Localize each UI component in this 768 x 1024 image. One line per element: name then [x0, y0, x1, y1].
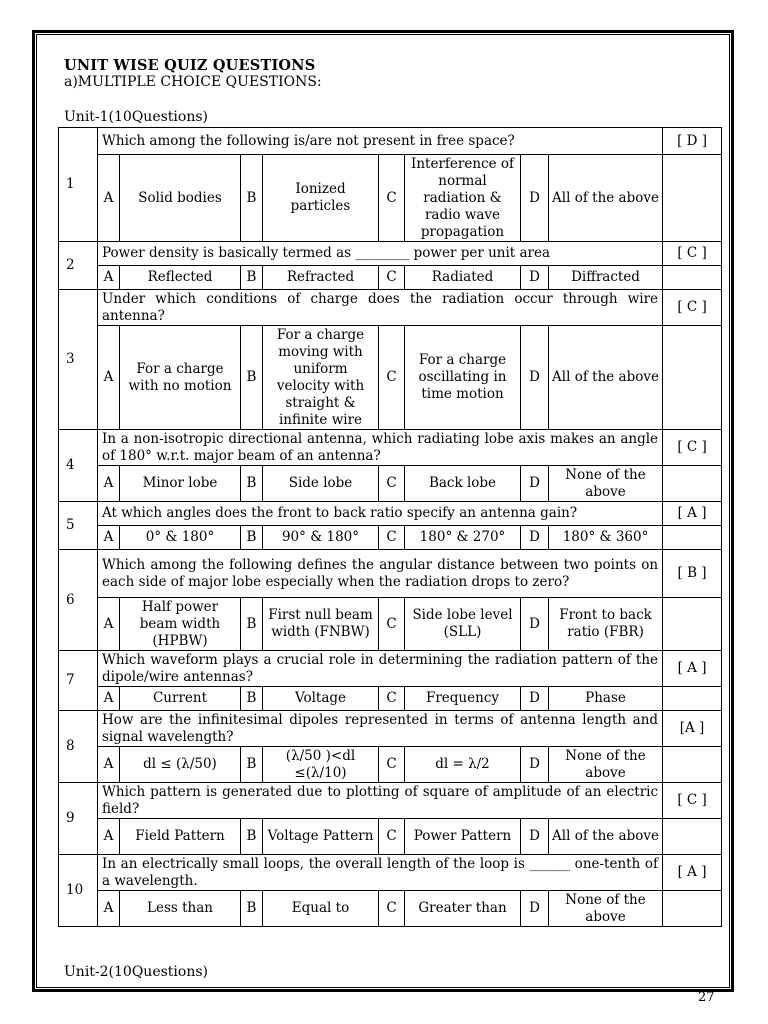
answer-blank — [663, 266, 722, 290]
option-text: All of the above — [549, 819, 663, 855]
option-text: Equal to — [263, 891, 379, 927]
option-label: B — [241, 747, 263, 783]
option-label: B — [241, 598, 263, 651]
option-text: All of the above — [549, 155, 663, 242]
option-text: dl ≤ (λ/50) — [120, 747, 241, 783]
answer-blank — [663, 598, 722, 651]
option-text: Radiated — [405, 266, 521, 290]
question-row — [59, 242, 722, 266]
option-label: A — [98, 326, 120, 430]
option-text: Power Pattern — [405, 819, 521, 855]
question-answer: [ C ] — [663, 783, 722, 819]
option-label: C — [379, 687, 405, 711]
answer-blank — [663, 687, 722, 711]
question-number: 3 — [59, 290, 98, 430]
option-label: A — [98, 819, 120, 855]
option-label: D — [521, 747, 549, 783]
question-row — [59, 651, 722, 687]
options-row — [59, 819, 722, 855]
option-label: C — [379, 266, 405, 290]
answer-blank — [663, 891, 722, 927]
option-label: D — [521, 326, 549, 430]
option-text: Ionized particles — [263, 155, 379, 242]
option-text: Side lobe level (SLL) — [405, 598, 521, 651]
option-label: D — [521, 891, 549, 927]
question-answer: [ A ] — [663, 855, 722, 891]
question-answer: [ B ] — [663, 550, 722, 598]
option-label: C — [379, 747, 405, 783]
question-answer: [ A ] — [663, 651, 722, 687]
section-heading: a)MULTIPLE CHOICE QUESTIONS: — [64, 74, 322, 90]
option-label: A — [98, 526, 120, 550]
answer-blank — [663, 819, 722, 855]
option-text: 0° & 180° — [120, 526, 241, 550]
question-row — [59, 855, 722, 891]
option-label: A — [98, 266, 120, 290]
option-label: B — [241, 819, 263, 855]
answer-blank — [663, 526, 722, 550]
options-row — [59, 526, 722, 550]
option-text: Half power beam width (HPBW) — [120, 598, 241, 651]
question-text: At which angles does the front to back ratio specify an antenna gain? — [98, 502, 663, 526]
page-heading: UNIT WISE QUIZ QUESTIONS — [64, 57, 316, 74]
option-label: B — [241, 526, 263, 550]
answer-blank — [663, 326, 722, 430]
option-text: 90° & 180° — [263, 526, 379, 550]
question-number: 7 — [59, 651, 98, 711]
option-label: A — [98, 891, 120, 927]
option-text: Side lobe — [263, 466, 379, 502]
question-row — [59, 550, 722, 598]
option-text: Front to back ratio (FBR) — [549, 598, 663, 651]
question-answer: [ A ] — [663, 502, 722, 526]
question-row — [59, 290, 722, 326]
question-text: How are the infinitesimal dipoles represented in terms of antenna length and signal wavelength? — [98, 711, 663, 747]
question-text: Which among the following defines the angular distance between two points on each side of major lobe especially when the radiation drops to zero? — [98, 550, 663, 598]
option-label: B — [241, 326, 263, 430]
option-label: A — [98, 155, 120, 242]
option-label: C — [379, 526, 405, 550]
option-label: D — [521, 819, 549, 855]
page-number: 27 — [698, 990, 715, 1005]
question-text: Under which conditions of charge does the radiation occur through wire antenna? — [98, 290, 663, 326]
option-label: D — [521, 466, 549, 502]
question-answer: [ C ] — [663, 242, 722, 266]
option-text: Reflected — [120, 266, 241, 290]
option-label: C — [379, 466, 405, 502]
option-label: A — [98, 687, 120, 711]
option-text: Phase — [549, 687, 663, 711]
question-text: In a non-isotropic directional antenna, which radiating lobe axis makes an angle of 180° w.r.t. major beam of an antenna? — [98, 430, 663, 466]
option-text: Refracted — [263, 266, 379, 290]
question-row — [59, 502, 722, 526]
option-text: For a charge with no motion — [120, 326, 241, 430]
option-label: B — [241, 891, 263, 927]
option-text: First null beam width (FNBW) — [263, 598, 379, 651]
option-text: None of the above — [549, 747, 663, 783]
option-text: None of the above — [549, 891, 663, 927]
option-text: Current — [120, 687, 241, 711]
option-text: None of the above — [549, 466, 663, 502]
question-number: 10 — [59, 855, 98, 927]
question-number: 6 — [59, 550, 98, 651]
option-text: Diffracted — [549, 266, 663, 290]
option-label: B — [241, 155, 263, 242]
option-text: 180° & 270° — [405, 526, 521, 550]
options-row — [59, 747, 722, 783]
unit-1-label: Unit-1(10Questions) — [64, 109, 208, 125]
answer-blank — [663, 747, 722, 783]
question-text: Power density is basically termed as ________ power per unit area — [98, 242, 663, 266]
option-label: C — [379, 155, 405, 242]
option-text: dl = λ/2 — [405, 747, 521, 783]
question-answer: [A ] — [663, 711, 722, 747]
question-row — [59, 128, 722, 155]
option-text: Less than — [120, 891, 241, 927]
option-text: Voltage Pattern — [263, 819, 379, 855]
question-row — [59, 711, 722, 747]
option-label: D — [521, 526, 549, 550]
answer-blank — [663, 466, 722, 502]
options-row — [59, 466, 722, 502]
question-number: 2 — [59, 242, 98, 290]
option-text: Solid bodies — [120, 155, 241, 242]
options-row — [59, 266, 722, 290]
option-label: B — [241, 687, 263, 711]
option-text: Greater than — [405, 891, 521, 927]
question-number: 8 — [59, 711, 98, 783]
option-label: C — [379, 598, 405, 651]
question-answer: [ C ] — [663, 430, 722, 466]
option-text: For a charge oscillating in time motion — [405, 326, 521, 430]
unit-2-label: Unit-2(10Questions) — [64, 964, 208, 980]
option-label: A — [98, 747, 120, 783]
question-number: 4 — [59, 430, 98, 502]
question-text: Which waveform plays a crucial role in determining the radiation pattern of the dipole/wire antennas? — [98, 651, 663, 687]
option-label: A — [98, 466, 120, 502]
options-row — [59, 155, 722, 242]
answer-blank — [663, 155, 722, 242]
option-label: C — [379, 326, 405, 430]
options-row — [59, 598, 722, 651]
option-text: Interference of normal radiation & radio wave propagation — [405, 155, 521, 242]
options-row — [59, 687, 722, 711]
option-text: Minor lobe — [120, 466, 241, 502]
question-number: 9 — [59, 783, 98, 855]
option-text: For a charge moving with uniform velocity with straight & infinite wire — [263, 326, 379, 430]
option-label: D — [521, 155, 549, 242]
option-text: 180° & 360° — [549, 526, 663, 550]
option-text: All of the above — [549, 326, 663, 430]
question-number: 1 — [59, 128, 98, 242]
question-text: Which pattern is generated due to plotting of square of amplitude of an electric field? — [98, 783, 663, 819]
option-text: (λ/50 )<dl ≤(λ/10) — [263, 747, 379, 783]
option-text: Back lobe — [405, 466, 521, 502]
quiz-table — [58, 127, 722, 927]
options-row — [59, 891, 722, 927]
option-text: Frequency — [405, 687, 521, 711]
question-text: In an electrically small loops, the overall length of the loop is ______ one-tenth of a wavelength. — [98, 855, 663, 891]
question-text: Which among the following is/are not present in free space? — [98, 128, 663, 155]
options-row — [59, 326, 722, 430]
question-row — [59, 430, 722, 466]
option-label: B — [241, 266, 263, 290]
option-label: D — [521, 687, 549, 711]
option-label: C — [379, 891, 405, 927]
question-row — [59, 783, 722, 819]
question-number: 5 — [59, 502, 98, 550]
option-label: A — [98, 598, 120, 651]
option-text: Voltage — [263, 687, 379, 711]
question-answer: [ D ] — [663, 128, 722, 155]
option-text: Field Pattern — [120, 819, 241, 855]
question-answer: [ C ] — [663, 290, 722, 326]
option-label: C — [379, 819, 405, 855]
option-label: B — [241, 466, 263, 502]
option-label: D — [521, 598, 549, 651]
option-label: D — [521, 266, 549, 290]
